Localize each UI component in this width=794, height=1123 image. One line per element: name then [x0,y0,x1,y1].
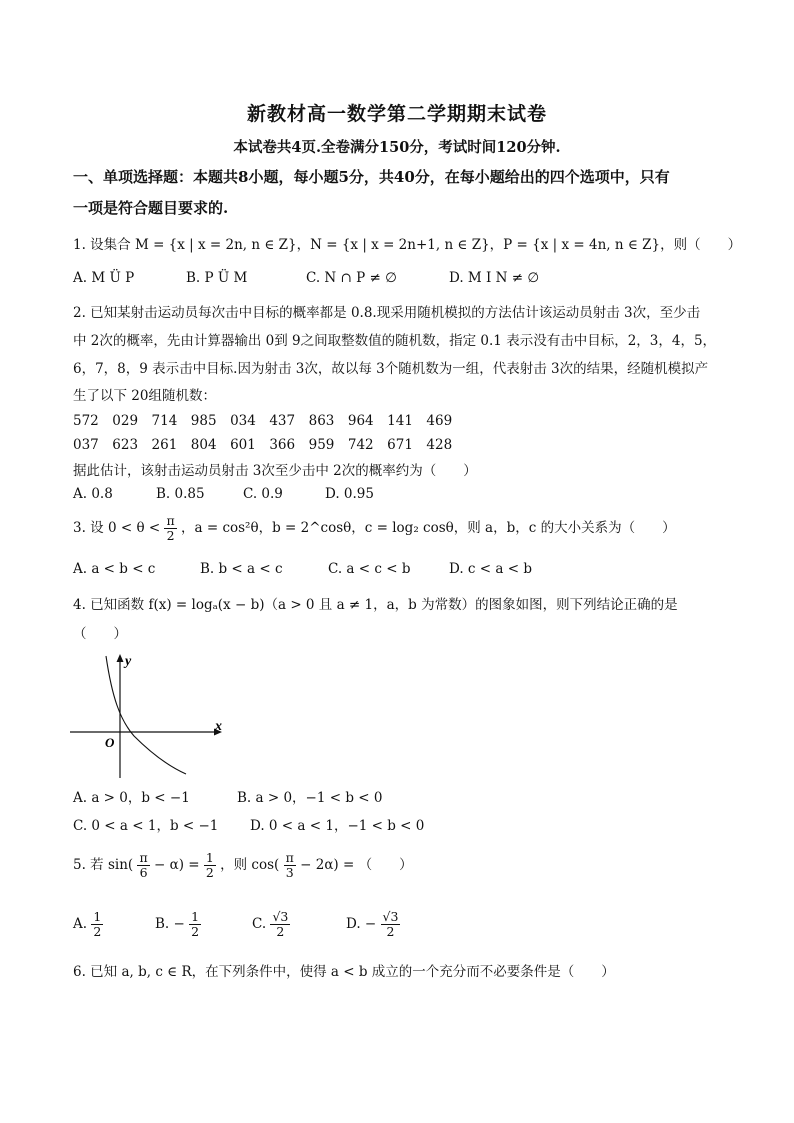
q3-option-c: C. a < c < b [328,561,411,577]
q5-frac-one: 1 [205,850,214,865]
q5-frac-pi-6 [137,851,149,880]
q5-option-a-label: A. [73,916,88,932]
q4-line1: 4. 已知函数 f(x) = logₐ(x − b)（a > 0 且 a ≠ 1，a，b 为常数）的图象如图，则下列结论正确的是 [73,597,678,613]
q5-frac-pi-3 [284,851,296,880]
q1-option-a: A. M Ü P [73,270,135,286]
q5-option-b-frac [189,910,201,939]
q6-stem: 6. 已知 a, b, c ∈ R，在下列条件中，使得 a < b 成立的一个充分而不必要条件是（ ） [73,964,615,980]
q5-option-a-den: 2 [93,924,102,939]
q2-option-d: D. 0.95 [325,486,374,502]
q5-option-c-label: C. [252,916,267,932]
q5-frac-pi-b: π [285,850,294,865]
q2-line1: 2. 已知某射击运动员每次击中目标的概率都是 0.8.现采用随机模拟的方法估计该运动员射击 3次，至少击 [73,305,701,321]
q5-option-c [252,910,290,939]
q3-fraction [164,514,176,543]
q3-stem [73,514,676,543]
exam-title: 新教材高一数学第二学期期末试卷 [246,103,547,125]
y-axis-label: y [125,654,132,669]
q2-option-c: C. 0.9 [243,486,283,502]
q5-option-a-frac [91,910,103,939]
q5-option-d-frac [381,910,401,939]
q5-option-d-label: D. − [346,916,377,932]
q4-option-b: B. a > 0，−1 < b < 0 [237,790,383,806]
q5-frac-6: 6 [139,865,148,880]
q2-line5: 据此估计，该射击运动员射击 3次至少击中 2次的概率约为（ ） [73,463,477,479]
q5-option-c-frac [270,910,290,939]
q1-option-c: C. N ∩ P ≠ ∅ [306,270,397,286]
q5-option-c-den: 2 [276,924,285,939]
q5-frac-pi: π [139,850,148,865]
q3-frac-den: 2 [166,528,175,543]
q3-frac-num: π [166,513,175,528]
q5-option-a-num: 1 [93,909,102,924]
q5-option-d-den: 2 [386,924,395,939]
function-curve [106,656,186,774]
q5-option-b-label: B. − [155,916,185,932]
q5-option-b-den: 2 [191,924,200,939]
q5-option-d-num: √3 [382,909,399,924]
q2-line4: 生了以下 20组随机数： [73,388,216,404]
q5-prefix: 5. 若 sin( [73,857,134,873]
q1-option-b: B. P Ü M [186,270,248,286]
x-axis-label: x [215,719,222,734]
q3-option-b: B. b < a < c [200,561,283,577]
q5-stem [73,851,413,880]
q5-option-b [155,910,201,939]
q3-option-d: D. c < a < b [449,561,532,577]
q2-option-b: B. 0.85 [156,486,205,502]
q5-frac-1-2 [204,851,216,880]
q5-option-b-num: 1 [191,909,200,924]
q5-frac-3: 3 [285,865,294,880]
q3-prefix: 3. 设 0 < θ < [73,520,161,536]
q2-option-a: A. 0.8 [73,486,113,502]
q5-frac-two: 2 [205,865,214,880]
section-heading-line1: 一、单项选择题：本题共8小题，每小题5分，共40分，在每小题给出的四个选项中，只有 [73,168,670,186]
q1-stem: 1. 设集合 M = {x | x = 2n, n ∈ Z}，N = {x | x = 2n+1, n ∈ Z}，P = {x | x = 4n, n ∈ Z}，则（ ） [73,237,742,253]
q2-random-row2: 037 623 261 804 601 366 959 742 671 428 [73,437,453,453]
q4-line2: （ ） [73,626,127,642]
q2-line3: 6，7，8，9 表示击中目标.因为射击 3次，故以每 3个随机数为一组，代表射击 3次的结果，经随机模拟产 [73,361,709,377]
q3-option-a: A. a < b < c [73,561,156,577]
q5-mid2: ，则 cos( [220,857,280,873]
q4-option-a: A. a > 0，b < −1 [73,790,190,806]
q4-option-d: D. 0 < a < 1，−1 < b < 0 [250,818,425,834]
q2-random-row1: 572 029 714 985 034 437 863 964 141 469 [73,413,453,429]
q2-line2: 中 2次的概率，先由计算器输出 0到 9之间取整数值的随机数，指定 0.1 表示没有击中目标，2，3，4，5， [73,333,717,349]
q3-suffix: ，a = cos²θ，b = 2^cosθ，c = log₂ cosθ，则 a，b，c 的大小关系为（ ） [181,520,676,536]
q5-option-c-num: √3 [272,909,289,924]
exam-subtitle: 本试卷共4页.全卷满分150分，考试时间120分钟. [233,139,561,156]
q4-option-c: C. 0 < a < 1，b < −1 [73,818,219,834]
q5-suffix: − 2α) = （ ） [300,857,413,873]
origin-label: O [105,735,115,750]
y-axis-arrow [117,654,124,662]
q5-option-a [73,910,103,939]
q5-mid1: − α) = [153,857,200,873]
q4-function-graph [68,652,228,780]
section-heading-line2: 一项是符合题目要求的. [73,199,229,217]
q1-option-d: D. M Ⅰ N ≠ ∅ [449,270,540,286]
q5-option-d [346,910,400,939]
